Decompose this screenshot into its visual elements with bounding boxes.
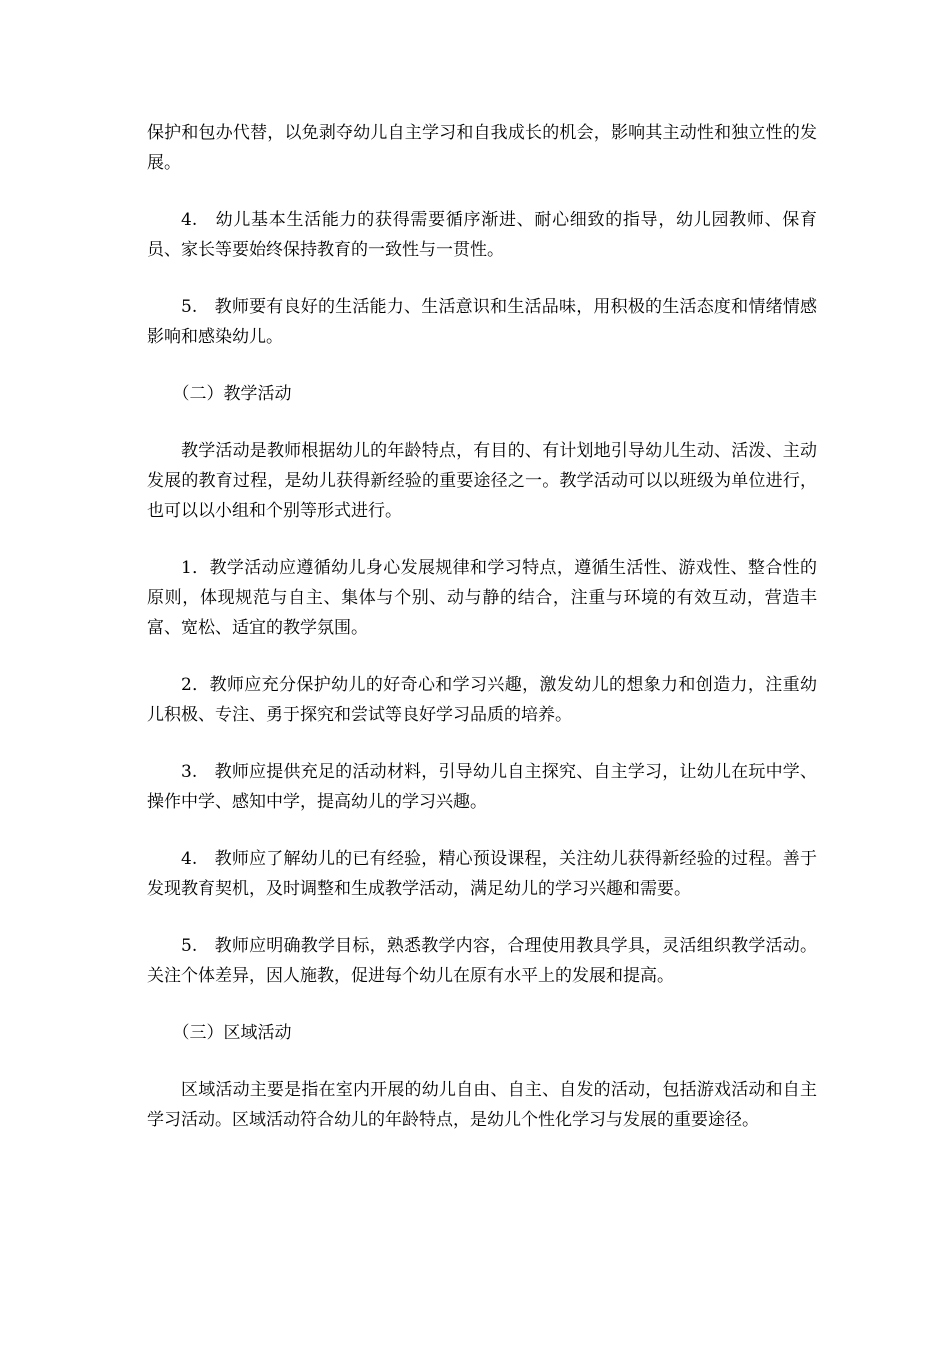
paragraph-item-4-life: 4. 幼儿基本生活能力的获得需要循序渐进、耐心细致的指导，幼儿园教师、保育员、家长等要始终保持教育的一致性与一贯性。	[147, 210, 817, 260]
paragraph-teaching-intro: 教学活动是教师根据幼儿的年龄特点，有目的、有计划地引导幼儿生动、活泼、主动发展的教育过程，是幼儿获得新经验的重要途径之一。教学活动可以以班级为单位进行，也可以以小组和个别等形式进行。	[147, 441, 817, 521]
paragraph-continued: 保护和包办代替，以免剥夺幼儿自主学习和自我成长的机会，影响其主动性和独立性的发展。	[147, 123, 817, 173]
paragraph-gap	[147, 526, 817, 553]
paragraph-gap	[147, 817, 817, 844]
paragraph-teaching-1: 1．教学活动应遵循幼儿身心发展规律和学习特点，遵循生活性、游戏性、整合性的原则，体现规范与自主、集体与个别、动与静的结合，注重与环境的有效互动，营造丰富、宽松、适宜的教学氛围。	[147, 558, 817, 638]
paragraph-teaching-4: 4. 教师应了解幼儿的已有经验，精心预设课程，关注幼儿获得新经验的过程。善于发现教育契机，及时调整和生成教学活动，满足幼儿的学习兴趣和需要。	[147, 849, 817, 899]
paragraph-gap	[147, 265, 817, 292]
paragraph-gap	[147, 904, 817, 931]
paragraph-gap	[147, 409, 817, 436]
paragraph-teaching-5: 5. 教师应明确教学目标，熟悉教学内容，合理使用教具学具，灵活组织教学活动。关注个体差异，因人施教，促进每个幼儿在原有水平上的发展和提高。	[147, 936, 817, 986]
paragraph-teaching-3: 3. 教师应提供充足的活动材料，引导幼儿自主探究、自主学习，让幼儿在玩中学、操作中学、感知中学，提高幼儿的学习兴趣。	[147, 762, 817, 812]
paragraph-gap	[147, 1048, 817, 1075]
paragraph-teaching-2: 2．教师应充分保护幼儿的好奇心和学习兴趣，激发幼儿的想象力和创造力，注重幼儿积极、专注、勇于探究和尝试等良好学习品质的培养。	[147, 675, 817, 725]
paragraph-gap	[147, 643, 817, 670]
section-heading-teaching: （二）教学活动	[172, 384, 292, 404]
paragraph-area-intro: 区域活动主要是指在室内开展的幼儿自由、自主、自发的活动，包括游戏活动和自主学习活动。区域活动符合幼儿的年龄特点，是幼儿个性化学习与发展的重要途径。	[147, 1080, 817, 1130]
paragraph-gap	[147, 730, 817, 757]
paragraph-gap	[147, 178, 817, 205]
paragraph-item-5-life: 5. 教师要有良好的生活能力、生活意识和生活品味，用积极的生活态度和情绪情感影响和感染幼儿。	[147, 297, 817, 347]
document-page	[147, 118, 817, 1135]
section-heading-area: （三）区域活动	[172, 1023, 292, 1043]
paragraph-gap	[147, 991, 817, 1018]
paragraph-gap	[147, 352, 817, 379]
